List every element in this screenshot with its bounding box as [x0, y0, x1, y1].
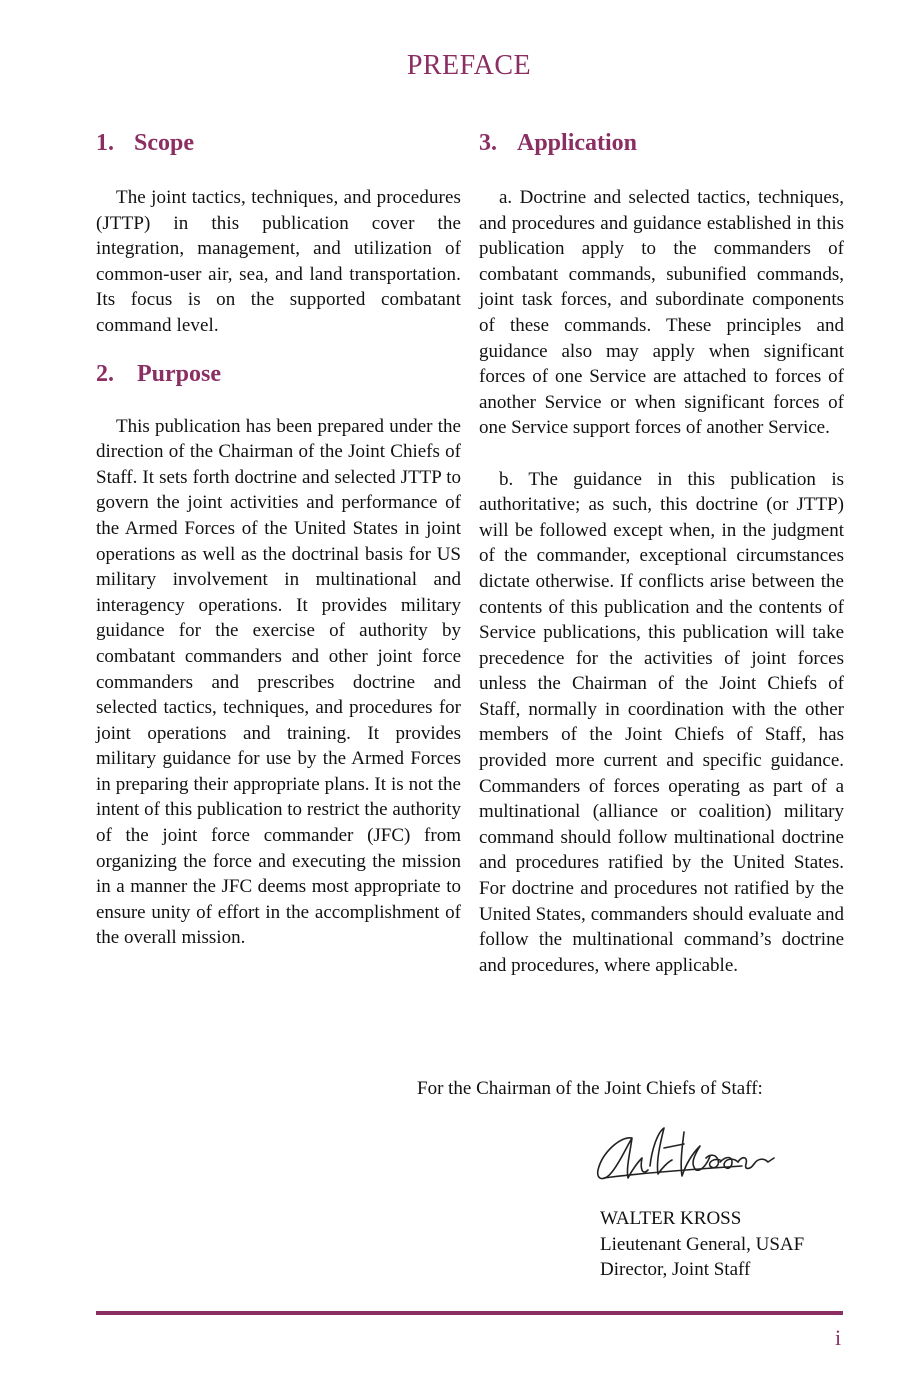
scope-heading-text: Scope [134, 130, 194, 156]
right-column [479, 130, 844, 978]
application-paragraph-a: a. Doctrine and selected tactics, techniques, and procedures and guidance established in this publication apply to the commanders of combatant commands, subunified commands, joint task forces, and subordinate components of these commands. These principles and guidance also may apply when significant forces of one Service are attached to forces of another Service or when significant forces of one Service support forces of another Service. [479, 187, 844, 439]
signatory-rank: Lieutenant General, USAF [600, 1233, 805, 1255]
application-number: 3. [479, 130, 497, 156]
footer-rule [96, 1311, 843, 1315]
scope-heading [96, 130, 461, 157]
handwritten-signature [592, 1118, 782, 1199]
signatory-block [600, 1206, 804, 1283]
signatory-name: WALTER KROSS [600, 1208, 742, 1229]
purpose-heading [96, 361, 461, 388]
page-title: PREFACE [406, 50, 532, 81]
purpose-paragraph: This publication has been prepared under the direction of the Chairman of the Joint Chiefs of Staff. It sets forth doctrine and selected JTTP to govern the joint activities and performance of the Armed Forces of the United States in joint operations as well as the doctrinal basis for US military involvement in multinational and interagency operations. It provides military guidance for the exercise of authority by combatant commanders and other joint force commanders and prescribes doctrine and selected tactics, techniques, and procedures for joint operations and training. It provides military guidance for use by the Armed Forces in preparing their appropriate plans. It is not the intent of this publication to restrict the authority of the joint force commander (JFC) from organizing the force and executing the mission in a manner the JFC deems most appropriate to ensure unity of effort in the accomplishment of the overall mission. [96, 415, 461, 949]
purpose-number: 2. [96, 360, 114, 387]
application-heading [479, 130, 844, 157]
signatory-title: Director, Joint Staff [600, 1259, 751, 1281]
purpose-heading-text: Purpose [137, 360, 221, 387]
page-number: i [835, 1325, 842, 1350]
scope-paragraph: The joint tactics, techniques, and procedures (JTTP) in this publication cover the integration, management, and utilization of common-user air, sea, and land transportation. Its focus is on the supported combatant command level. [96, 187, 461, 336]
application-heading-text: Application [517, 130, 638, 156]
left-column [96, 130, 461, 951]
scope-number: 1. [96, 130, 114, 156]
for-chairman-line: For the Chairman of the Joint Chiefs of Staff: [417, 1078, 763, 1099]
application-paragraph-b: b. The guidance in this publication is authoritative; as such, this doctrine (or JTTP) will be followed except when, in the judgment of the commander, exceptional circumstances dictate otherwise. If conflicts arise between the contents of this publication and the contents of Service publications, this publication will take precedence for the activities of joint forces unless the Chairman of the Joint Chiefs of Staff, normally in coordination with the other members of the Joint Chiefs of Staff, has provided more current and specific guidance. Commanders of forces operating as part of a multinational (alliance or coalition) military command should follow multinational doctrine and procedures ratified by the United States. For doctrine and procedures not ratified by the United States, commanders should evaluate and follow the multinational command’s doctrine and procedures, where applicable. [479, 468, 844, 976]
